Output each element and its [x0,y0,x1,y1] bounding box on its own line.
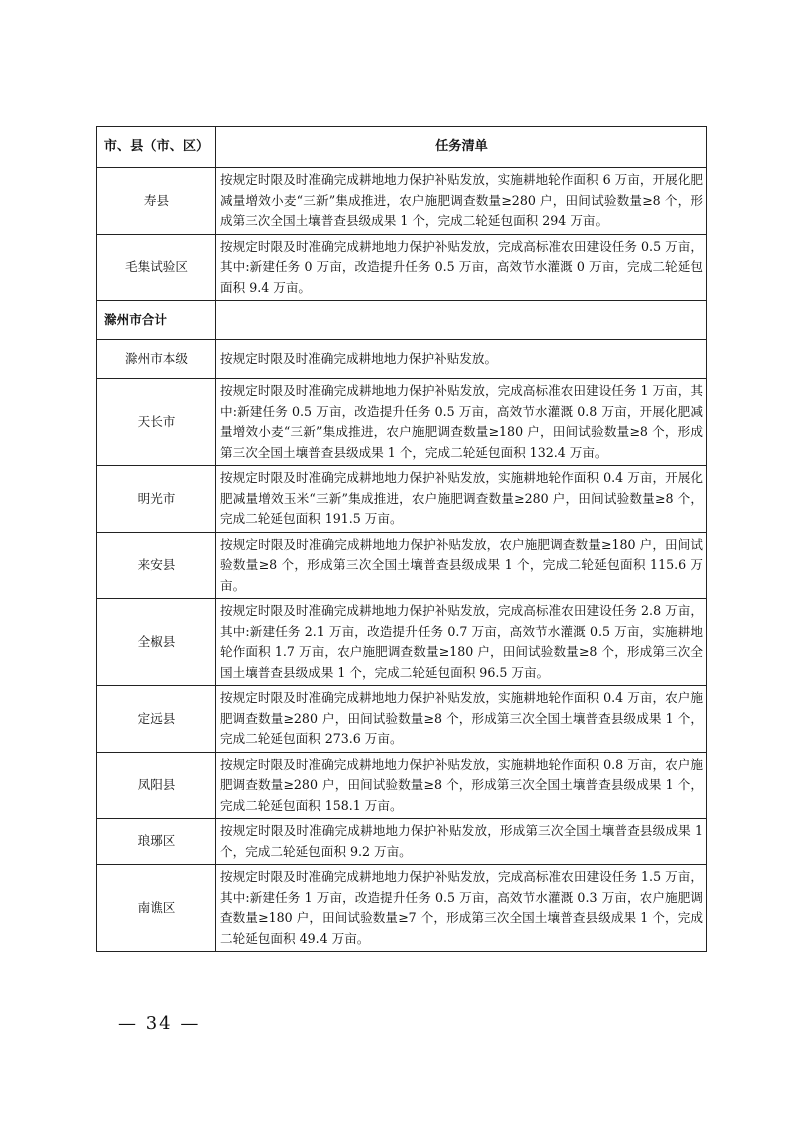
table-row [97,752,707,819]
region-cell: 凤阳县 [97,752,216,819]
task-cell: 按规定时限及时准确完成耕地地力保护补贴发放，完成高标准农田建设任务 1 万亩，其中:新建任务 0.5 万亩，改造提升任务 0.5 万亩，高效节水灌溉 0.8 万亩，开展化肥减量增效小麦“三新”集成推进，农户施肥调查数量≥180 户，田间试验数量≥8 个，形成第三次全国土壤普查县级成果 1 个，完成二轮延包面积 132.4 万亩。 [216,379,707,466]
table-header-row [97,127,707,168]
region-cell: 明光市 [97,466,216,533]
task-cell: 按规定时限及时准确完成耕地地力保护补贴发放，实施耕地轮作面积 0.4 万亩，开展化肥减量增效玉米“三新”集成推进，农户施肥调查数量≥280 户，田间试验数量≥8 个，完成二轮延包面积 191.5 万亩。 [216,466,707,533]
region-cell: 毛集试验区 [97,234,216,301]
region-cell: 定远县 [97,686,216,753]
task-cell: 按规定时限及时准确完成耕地地力保护补贴发放，实施耕地轮作面积 6 万亩，开展化肥减量增效小麦“三新”集成推进，农户施肥调查数量≥280 户，田间试验数量≥8 个，形成第三次全国土壤普查县级成果 1 个，完成二轮延包面积 294 万亩。 [216,168,707,235]
table-row-subtotal [97,301,707,340]
table-row [97,599,707,686]
header-region: 市、县（市、区） [97,127,216,168]
task-cell: 按规定时限及时准确完成耕地地力保护补贴发放，完成高标准农田建设任务 1.5 万亩，其中:新建任务 1 万亩，改造提升任务 0.5 万亩，高效节水灌溉 0.3 万亩，农户施肥调查数量≥180 户，田间试验数量≥7 个，形成第三次全国土壤普查县级成果 1 个，完成二轮延包面积 49.4 万亩。 [216,865,707,952]
table-row [97,819,707,865]
region-cell: 寿县 [97,168,216,235]
table-row [97,686,707,753]
table-row [97,466,707,533]
region-cell: 全椒县 [97,599,216,686]
task-cell [216,301,707,340]
table-row [97,234,707,301]
table-row [97,340,707,379]
table-row [97,865,707,952]
table-row [97,379,707,466]
task-cell: 按规定时限及时准确完成耕地地力保护补贴发放，完成高标准农田建设任务 0.5 万亩，其中:新建任务 0 万亩，改造提升任务 0.5 万亩，高效节水灌溉 0 万亩，完成二轮延包面积 9.4 万亩。 [216,234,707,301]
task-list-table [96,126,707,952]
region-cell: 滁州市本级 [97,340,216,379]
table-row [97,532,707,599]
region-cell-subtotal: 滁州市合计 [97,301,216,340]
task-cell: 按规定时限及时准确完成耕地地力保护补贴发放，完成高标准农田建设任务 2.8 万亩，其中:新建任务 2.1 万亩，改造提升任务 0.7 万亩，高效节水灌溉 0.5 万亩，实施耕地轮作面积 1.7 万亩，农户施肥调查数量≥180 户，田间试验数量≥8 个，形成第三次全国土壤普查县级成果 1 个，完成二轮延包面积 96.5 万亩。 [216,599,707,686]
region-cell: 天长市 [97,379,216,466]
task-cell: 按规定时限及时准确完成耕地地力保护补贴发放，农户施肥调查数量≥180 户，田间试验数量≥8 个，形成第三次全国土壤普查县级成果 1 个，完成二轮延包面积 115.6 万亩。 [216,532,707,599]
header-task-list: 任务清单 [216,127,707,168]
task-cell: 按规定时限及时准确完成耕地地力保护补贴发放，形成第三次全国土壤普查县级成果 1 个，完成二轮延包面积 9.2 万亩。 [216,819,707,865]
region-cell: 来安县 [97,532,216,599]
task-cell: 按规定时限及时准确完成耕地地力保护补贴发放，实施耕地轮作面积 0.4 万亩，农户施肥调查数量≥280 户，田间试验数量≥8 个，形成第三次全国土壤普查县级成果 1 个，完成二轮延包面积 273.6 万亩。 [216,686,707,753]
task-cell: 按规定时限及时准确完成耕地地力保护补贴发放。 [216,340,707,379]
page-number: — 34 — [118,1013,201,1034]
region-cell: 琅琊区 [97,819,216,865]
table-row [97,168,707,235]
region-cell: 南谯区 [97,865,216,952]
task-cell: 按规定时限及时准确完成耕地地力保护补贴发放，实施耕地轮作面积 0.8 万亩，农户施肥调查数量≥280 户，田间试验数量≥8 个，形成第三次全国土壤普查县级成果 1 个，完成二轮延包面积 158.1 万亩。 [216,752,707,819]
